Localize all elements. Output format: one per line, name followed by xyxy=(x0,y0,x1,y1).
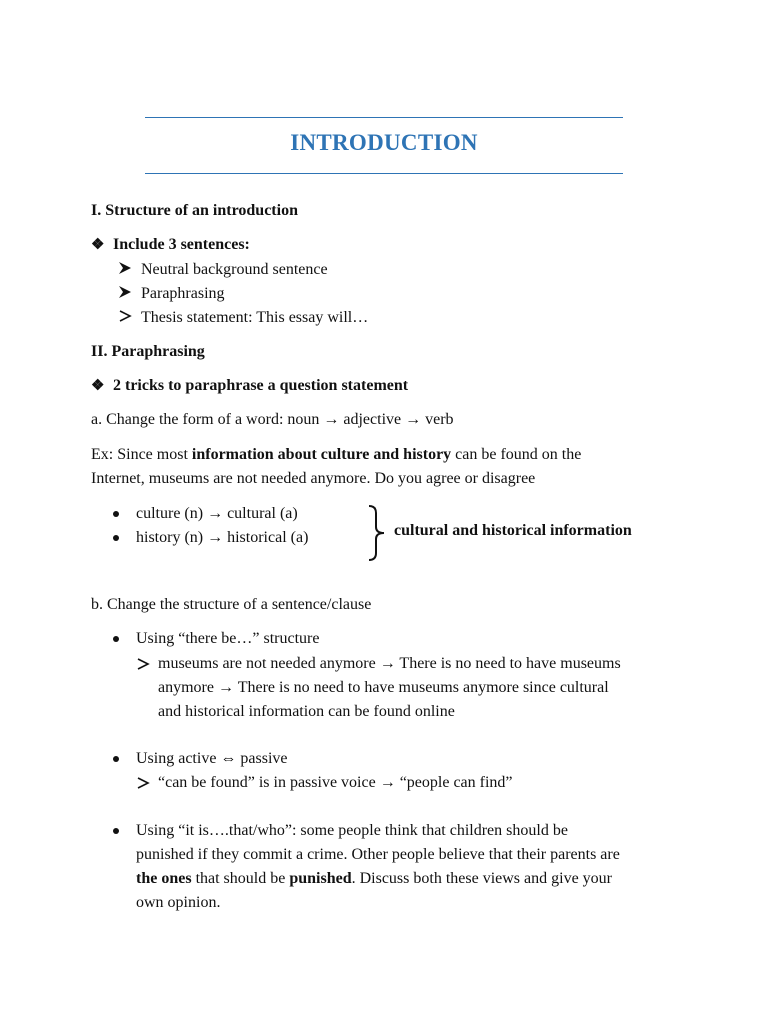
example-suffix: can be found on the xyxy=(451,446,582,463)
example-line-2: Internet, museums are not needed anymore. Do you agree or disagree xyxy=(91,470,536,487)
section-1-point xyxy=(91,233,250,257)
list-item-text: Neutral background sentence xyxy=(141,261,328,278)
trick-2-label: Using active ⇔ passive xyxy=(136,750,288,767)
trick-3-bold-1: the ones xyxy=(136,870,192,887)
trick-3-end: . Discuss both these views and give your xyxy=(351,870,612,887)
bullet-dot xyxy=(113,511,119,517)
arrowhead-outline-icon xyxy=(136,657,150,671)
trick-3-line-1: Using “it is….that/who”: some people think that children should be xyxy=(136,822,568,839)
trick-b-heading: b. Change the structure of a sentence/clause xyxy=(91,596,372,613)
title-rule-top xyxy=(145,117,623,118)
arrowhead-bullet-icon xyxy=(118,285,132,299)
list-item-text: Thesis statement: This essay will… xyxy=(141,309,369,326)
trick-1-label: Using “there be…” structure xyxy=(136,630,320,647)
section-2-heading: II. Paraphrasing xyxy=(91,343,205,360)
diamond-bullet-icon: ❖ xyxy=(91,378,105,394)
trick-a-heading: a. Change the form of a word: noun → adjective → verb xyxy=(91,411,454,428)
trick-3-line-2: punished if they commit a crime. Other people believe that their parents are xyxy=(136,846,620,863)
word-form-item: culture (n) → cultural (a) xyxy=(136,505,298,522)
section-1-heading: I. Structure of an introduction xyxy=(91,202,298,219)
trick-3-line-3 xyxy=(136,867,612,891)
example-line-1 xyxy=(91,443,581,467)
arrowhead-bullet-icon xyxy=(118,261,132,275)
trick-1-sub-line-2: anymore → There is no need to have museums anymore since cultural xyxy=(158,679,609,696)
word-form-item: history (n) → historical (a) xyxy=(136,529,309,546)
example-prefix: Ex: Since most xyxy=(91,446,192,463)
trick-3-bold-2: punished xyxy=(289,870,352,887)
list-item xyxy=(118,306,368,330)
title-rule-bottom xyxy=(145,173,623,174)
trick-1-sub-line-3: and historical information can be found online xyxy=(158,703,455,720)
example-bold: information about culture and history xyxy=(191,446,452,463)
bullet-dot xyxy=(113,636,119,642)
trick-2-sub: “can be found” is in passive voice → “people can find” xyxy=(158,774,513,791)
bullet-dot xyxy=(113,756,119,762)
list-item xyxy=(118,258,328,282)
trick-3-mid: that should be xyxy=(191,870,290,887)
right-brace-icon xyxy=(367,505,389,561)
diamond-bullet-icon: ❖ xyxy=(91,237,105,253)
page-title: INTRODUCTION xyxy=(290,130,478,155)
section-2-point-text: 2 tricks to paraphrase a question statement xyxy=(113,377,409,394)
arrowhead-outline-icon xyxy=(118,309,132,323)
brace-result: cultural and historical information xyxy=(394,522,632,539)
list-item-text: Paraphrasing xyxy=(141,285,225,302)
section-1-point-text: Include 3 sentences: xyxy=(113,236,250,253)
arrowhead-outline-icon xyxy=(136,776,150,790)
list-item xyxy=(118,282,225,306)
trick-1-sub-line-1: museums are not needed anymore → There is no need to have museums xyxy=(158,655,621,672)
bullet-dot xyxy=(113,828,119,834)
section-2-point xyxy=(91,374,408,398)
trick-3-line-4: own opinion. xyxy=(136,894,221,911)
bullet-dot xyxy=(113,535,119,541)
